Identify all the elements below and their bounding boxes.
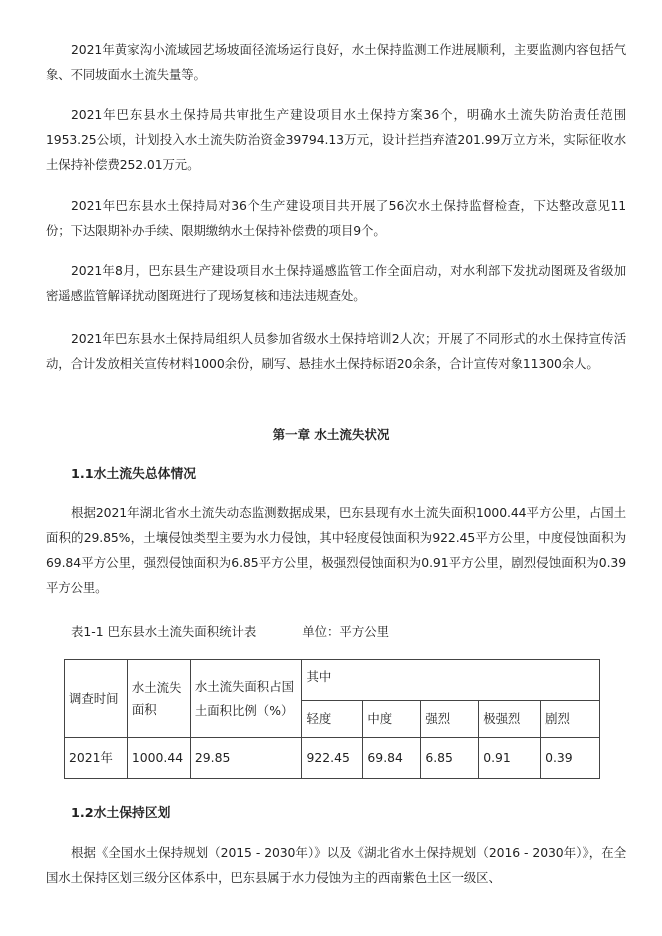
paragraph-zoning: 根据《全国水土保持规划（2015 - 2030年）》以及《湖北省水土保持规划（2016 - 2030年）》，在全国水土保持区划三级分区体系中，巴东县属于水力侵蚀为主的西南紫色土区一级区、 (46, 845, 626, 885)
paragraph-training: 2021年巴东县水土保持局组织人员参加省级水土保持培训2人次；开展了不同形式的水土保持宣传活动，合计发放相关宣传材料1000余份，刷写、悬挂水土保持标语20余条，合计宣传对象11300余人。 (46, 331, 626, 371)
cell-intense: 6.85 (421, 738, 479, 779)
cell-moderate: 69.84 (363, 738, 421, 779)
table-header-row (65, 660, 600, 701)
cell-mild: 922.45 (302, 738, 363, 779)
paragraph-remote-sensing: 2021年8月，巴东县生产建设项目水土保持遥感监管工作全面启动，对水利部下发扰动图斑及省级加密遥感监管解译扰动图斑进行了现场复核和违法违规查处。 (46, 263, 626, 303)
paragraph-approval: 2021年巴东县水土保持局共审批生产建设项目水土保持方案36个，明确水土流失防治责任范围1953.25公顷，计划投入水土流失防治资金39794.13万元，设计拦挡弃渣201.99万立方米，实际征收水土保持补偿费252.01万元。 (46, 107, 626, 172)
header-of-which: 其中 (302, 660, 600, 701)
header-very-intense: 极强烈 (479, 701, 541, 738)
section-heading-1-1: 1.1水土流失总体情况 (71, 467, 197, 482)
header-area-ratio: 水土流失面积占国土面积比例（%） (190, 660, 302, 738)
cell-area: 1000.44 (127, 738, 190, 779)
cell-ratio: 29.85 (190, 738, 302, 779)
cell-very-intense: 0.91 (479, 738, 541, 779)
table-unit: 单位：平方公里 (302, 624, 389, 639)
paragraph-inspection: 2021年巴东县水土保持局对36个生产建设项目共开展了56次水土保持监督检查，下达整改意见11份；下达限期补办手续、限期缴纳水土保持补偿费的项目9个。 (46, 198, 626, 238)
paragraph-overall-status: 根据2021年湖北省水土流失动态监测数据成果，巴东县现有水土流失面积1000.44平方公里，占国土面积的29.85%，土壤侵蚀类型主要为水力侵蚀，其中轻度侵蚀面积为922.45平方公里，中度侵蚀面积为69.84平方公里，强烈侵蚀面积为6.85平方公里，极强烈侵蚀面积为0.91平方公里，剧烈侵蚀面积为0.39平方公里。 (46, 505, 626, 595)
section-heading-1-2: 1.2水土保持区划 (71, 806, 171, 821)
header-mild: 轻度 (302, 701, 363, 738)
table-title: 表1-1 巴东县水土流失面积统计表 (71, 624, 257, 639)
header-loss-area: 水土流失面积 (127, 660, 190, 738)
soil-erosion-table (64, 659, 600, 779)
cell-year: 2021年 (65, 738, 128, 779)
table-row (65, 738, 600, 779)
header-severe: 剧烈 (541, 701, 600, 738)
header-intense: 强烈 (421, 701, 479, 738)
header-moderate: 中度 (363, 701, 421, 738)
paragraph-monitoring: 2021年黄家沟小流域园艺场坡面径流场运行良好，水土保持监测工作进展顺利，主要监测内容包括气象、不同坡面水土流失量等。 (46, 42, 626, 82)
cell-severe: 0.39 (541, 738, 600, 779)
chapter-title: 第一章 水土流失状况 (272, 427, 390, 442)
header-survey-time: 调查时间 (65, 660, 128, 738)
table-caption (71, 622, 389, 640)
